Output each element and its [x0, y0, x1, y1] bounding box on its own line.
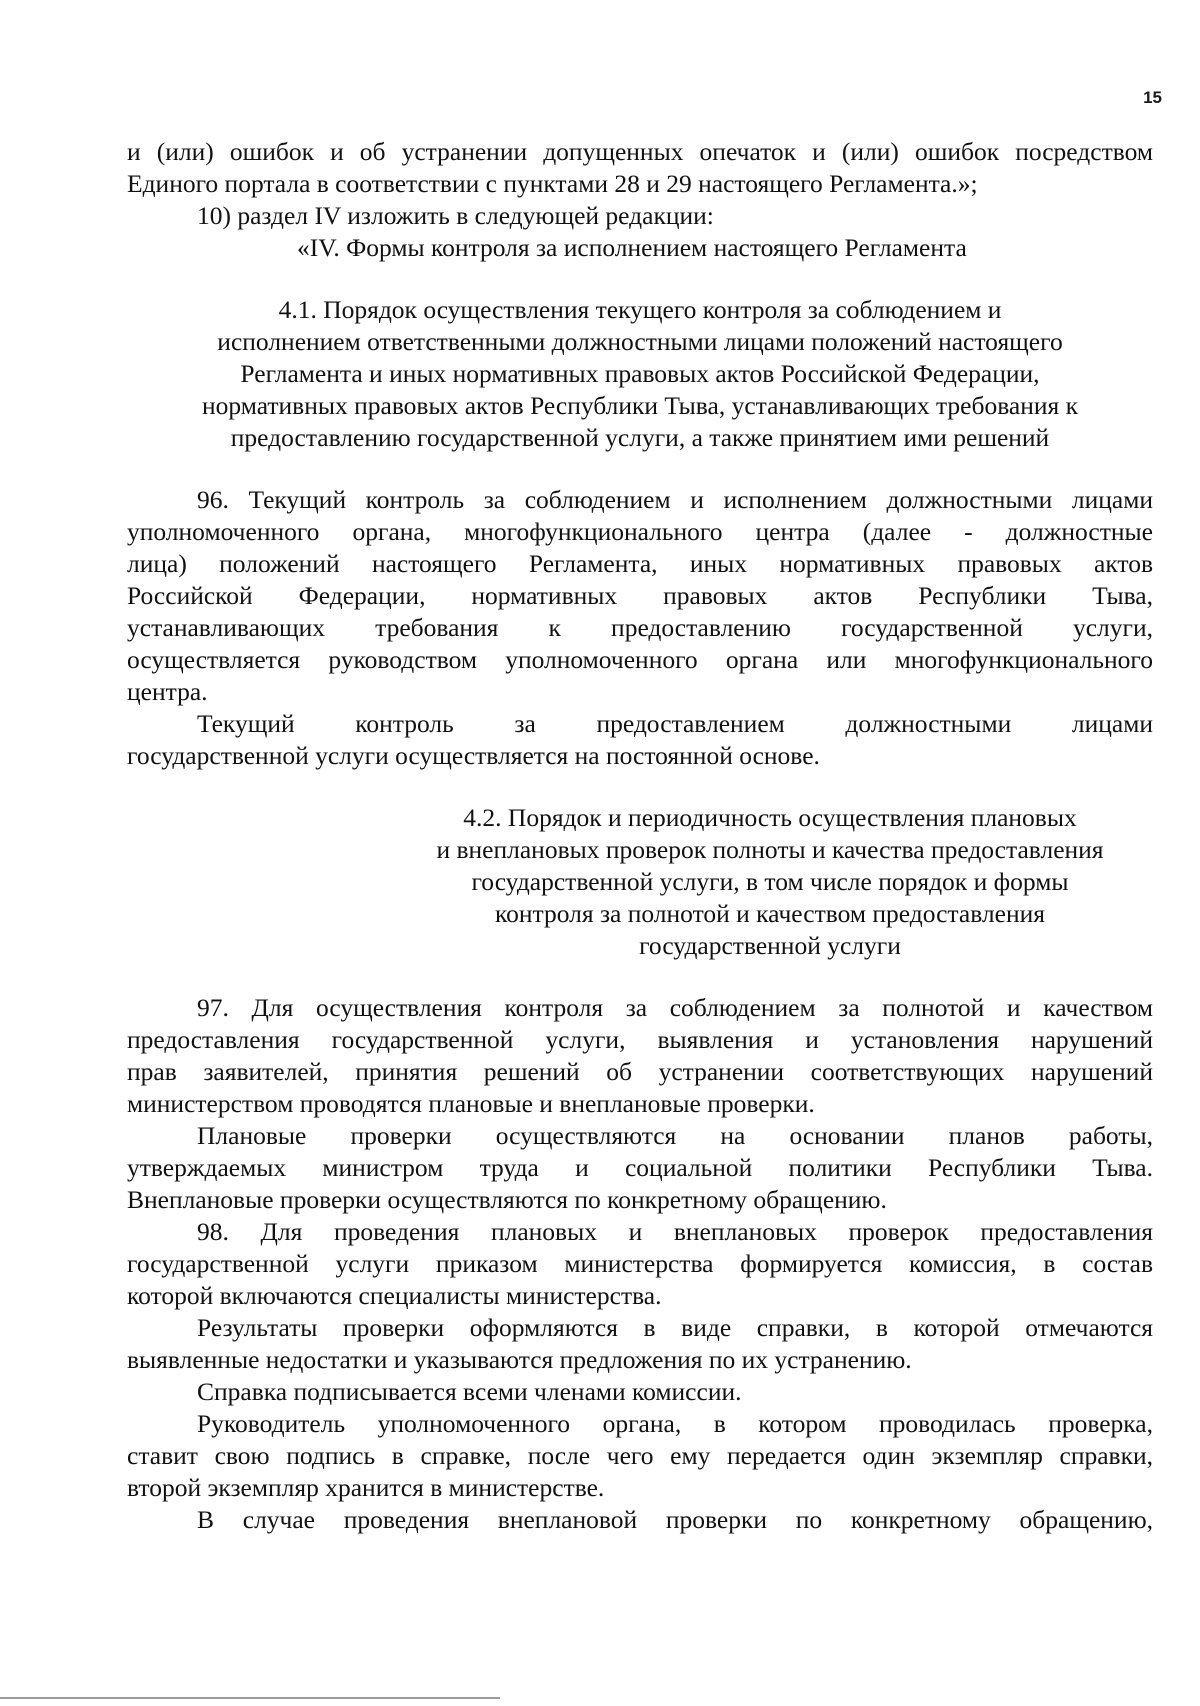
paragraph-line: устанавливающих требования к предоставлению государственной услуги,: [127, 613, 1153, 642]
paragraph-97: [127, 992, 1153, 1120]
paragraph-96-continued: [127, 708, 1153, 772]
page-number: 15: [1143, 88, 1162, 107]
heading-4-1-line: Регламента и иных нормативных правовых актов Российской Федерации,: [240, 359, 1040, 388]
paragraph-line: утверждаемых министром труда и социальной политики Республики Тыва.: [127, 1153, 1153, 1182]
heading-4-1-line: 4.1. Порядок осуществления текущего контроля за соблюдением и: [278, 295, 1002, 324]
paragraph-line: уполномоченного органа, многофункционального центра (далее - должностные: [127, 517, 1153, 546]
scan-edge-line: [0, 1697, 500, 1699]
heading-4-1-line: предоставлению государственной услуги, а также принятием ими решений: [230, 423, 1050, 452]
paragraph-98-results: [127, 1312, 1153, 1376]
paragraph-line: министерством проводятся плановые и внеплановые проверки.: [127, 1089, 815, 1118]
paragraph-line: 96. Текущий контроль за соблюдением и исполнением должностными лицами: [197, 485, 1153, 514]
paragraph-line: центра.: [127, 677, 208, 706]
paragraph-line: выявленные недостатки и указываются предложения по их устранению.: [127, 1345, 912, 1374]
paragraph-line: Плановые проверки осуществляются на основании планов работы,: [197, 1121, 1153, 1150]
paragraph-line: которой включаются специалисты министерства.: [127, 1281, 662, 1310]
paragraph-96: [127, 484, 1153, 708]
paragraph-line: Текущий контроль за предоставлением должностными лицами: [197, 709, 1153, 738]
heading-4-1-line: нормативных правовых актов Республики Тыва, устанавливающих требования к: [201, 391, 1078, 420]
paragraph-98: [127, 1216, 1153, 1312]
paragraph-line: ставит свою подпись в справке, после чего ему передается один экземпляр справки,: [127, 1441, 1153, 1470]
paragraph-line: второй экземпляр хранится в министерстве.: [127, 1473, 605, 1502]
paragraph-line: Руководитель уполномоченного органа, в котором проводилась проверка,: [197, 1409, 1153, 1438]
heading-4-2-line: и внеплановых проверок полноты и качества предоставления: [436, 835, 1104, 864]
paragraph-98-signature: Справка подписывается всеми членами комиссии.: [197, 1377, 742, 1406]
paragraph-item-10: 10) раздел IV изложить в следующей редакции:: [197, 201, 714, 230]
heading-4-2-line: государственной услуги: [639, 931, 901, 960]
heading-4-1-line: исполнением ответственными должностными лицами положений настоящего: [217, 327, 1063, 356]
paragraph-intro-line-1: и (или) ошибок и об устранении допущенных опечаток и (или) ошибок посредством: [127, 137, 1153, 166]
heading-4-2-line: контроля за полнотой и качеством предоставления: [495, 899, 1045, 928]
paragraph-line: осуществляется руководством уполномоченного органа или многофункционального: [127, 645, 1153, 674]
document-body: [127, 136, 1153, 1536]
paragraph-line: Внеплановые проверки осуществляются по конкретному обращению.: [127, 1185, 887, 1214]
heading-4-2-line: 4.2. Порядок и периодичность осуществления плановых: [463, 803, 1077, 832]
paragraph-line: 97. Для осуществления контроля за соблюдением за полнотой и качеством: [197, 993, 1153, 1022]
paragraph-97-continued: [127, 1120, 1153, 1216]
heading-4-1: [127, 294, 1153, 454]
paragraph-line: прав заявителей, принятия решений об устранении соответствующих нарушений: [127, 1057, 1153, 1086]
paragraph-98-unscheduled: В случае проведения внеплановой проверки по конкретному обращению,: [197, 1505, 1153, 1534]
paragraph-line: 98. Для проведения плановых и внеплановых проверок предоставления: [197, 1217, 1153, 1246]
paragraph-intro-line-2: Единого портала в соответствии с пунктами 28 и 29 настоящего Регламента.»;: [127, 169, 978, 198]
paragraph-line: государственной услуги приказом министерства формируется комиссия, в состав: [127, 1249, 1153, 1278]
paragraph-line: Результаты проверки оформляются в виде справки, в которой отмечаются: [197, 1313, 1153, 1342]
paragraph-line: Российской Федерации, нормативных правовых актов Республики Тыва,: [127, 581, 1153, 610]
heading-4-2: [307, 802, 1200, 962]
paragraph-line: предоставления государственной услуги, выявления и установления нарушений: [127, 1025, 1153, 1054]
paragraph-line: государственной услуги осуществляется на постоянной основе.: [127, 741, 820, 770]
section-title: «IV. Формы контроля за исполнением настоящего Регламента: [297, 233, 967, 262]
heading-4-2-line: государственной услуги, в том числе порядок и формы: [471, 867, 1069, 896]
paragraph-98-head: [127, 1408, 1153, 1504]
paragraph-line: лица) положений настоящего Регламента, иных нормативных правовых актов: [127, 549, 1153, 578]
